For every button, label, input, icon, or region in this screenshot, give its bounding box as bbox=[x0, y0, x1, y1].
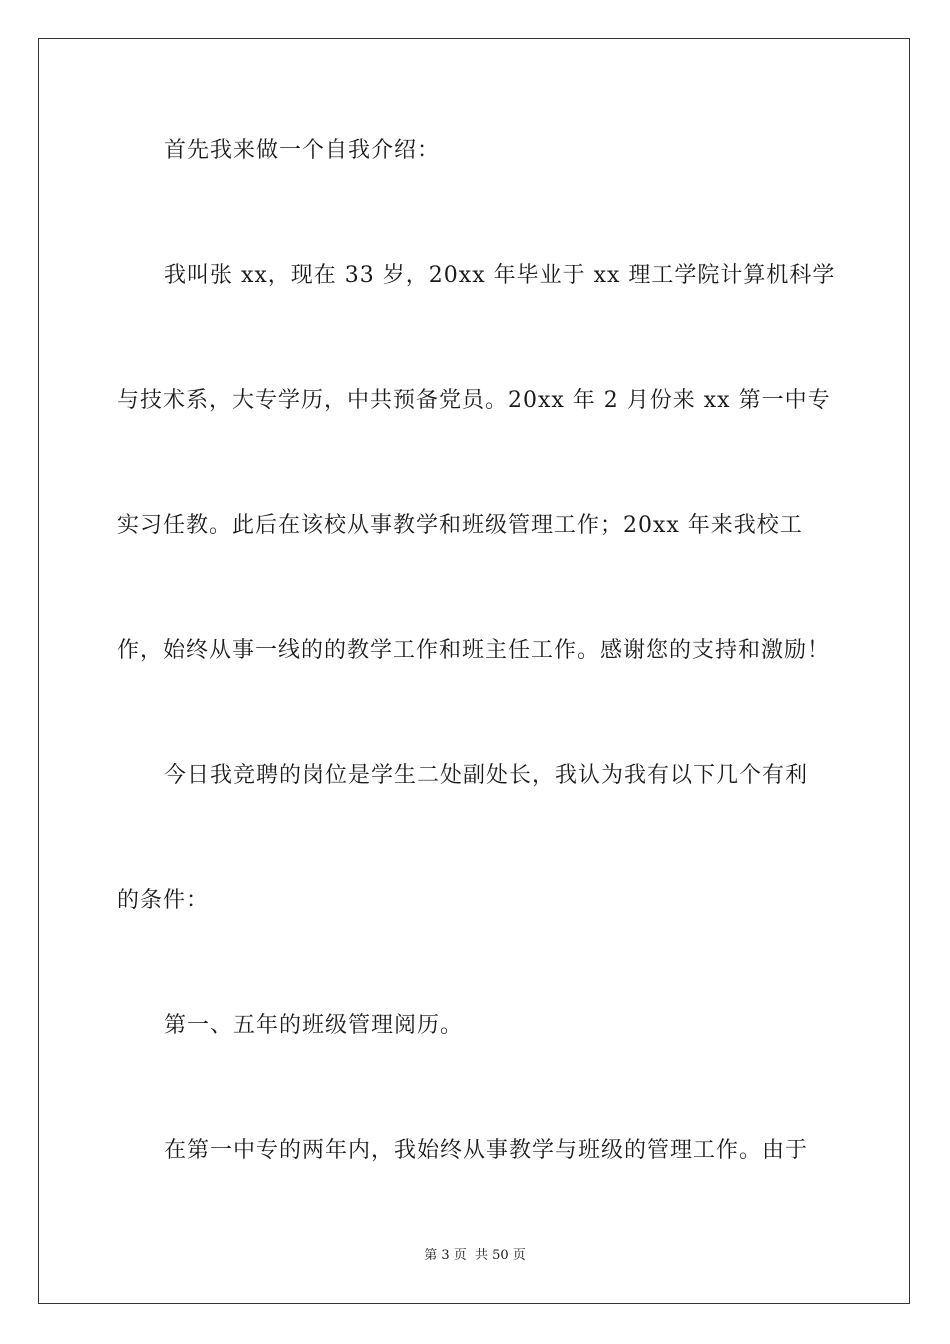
page-footer bbox=[0, 1247, 950, 1265]
paragraph-line-7: 的条件： bbox=[117, 888, 210, 913]
paragraph-line-2: 我叫张 xx，现在 33 岁，20xx 年毕业于 xx 理工学院计算机科学 bbox=[164, 263, 836, 288]
paragraph-line-4: 实习任教。此后在该校从事教学和班级管理工作；20xx 年来我校工 bbox=[117, 513, 803, 538]
paragraph-line-5: 作，始终从事一线的的教学工作和班主任工作。感谢您的支持和激励！ bbox=[117, 638, 831, 663]
paragraph-line-3: 与技术系，大专学历，中共预备党员。20xx 年 2 月份来 xx 第一中专 bbox=[117, 388, 831, 413]
page-total: 共 50 页 bbox=[474, 1248, 526, 1263]
paragraph-line-8: 第一、五年的班级管理阅历。 bbox=[164, 1013, 464, 1038]
page-number: 第 3 页 bbox=[424, 1248, 467, 1263]
paragraph-line-6: 今日我竞聘的岗位是学生二处副处长，我认为我有以下几个有利 bbox=[164, 763, 809, 788]
page-border bbox=[38, 38, 910, 1304]
paragraph-line-9: 在第一中专的两年内，我始终从事教学与班级的管理工作。由于 bbox=[164, 1138, 809, 1163]
paragraph-line-1: 首先我来做一个自我介绍： bbox=[164, 138, 441, 163]
